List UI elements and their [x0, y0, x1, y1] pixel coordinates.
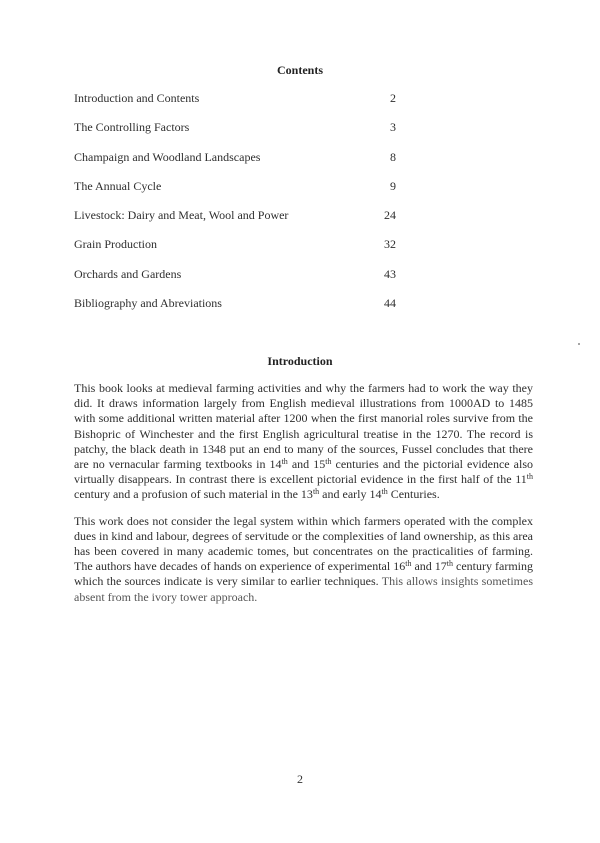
text-run: and 17: [411, 559, 447, 574]
toc-entry-title: The Annual Cycle: [74, 178, 162, 193]
toc-entry-page: 32: [384, 237, 396, 252]
toc-entry-title: Livestock: Dairy and Meat, Wool and Power: [74, 208, 289, 223]
text-run: century and a profusion of such material in the 13: [74, 487, 313, 502]
superscript: th: [381, 487, 388, 497]
toc-entry-page: 24: [384, 208, 396, 223]
toc-entry-title: Orchards and Gardens: [74, 266, 182, 281]
toc-entry-title: Champaign and Woodland Landscapes: [74, 149, 261, 164]
toc-entry: [74, 207, 404, 236]
contents-heading: Contents: [276, 63, 323, 77]
page-number: 2: [297, 772, 303, 786]
text-run: Centuries.: [387, 487, 440, 502]
toc-entry: [74, 119, 404, 148]
text-run: centuries and the pictorial evidence also virtually disappears. In contrast there is excellent pictorial evidence in the first half of the 11: [74, 457, 534, 487]
text-run: and early 14: [319, 487, 382, 502]
superscript: th: [325, 457, 332, 467]
toc-entry-page: 44: [384, 296, 396, 311]
toc-entry: [74, 236, 404, 265]
toc-entry: [74, 90, 404, 119]
toc-entry-title: Grain Production: [74, 237, 157, 252]
text-run: This book looks at medieval farming activities and why the farmers had to work the way they did. It draws information largely from English medieval illustrations from 1000AD to 1485 with some additional written material after 1200 when the first manorial roles survive from the Bishopric of Winchester and the first English agricultural treatise in the 1270. The record is patchy, the black death in 1348 put an end to many of the sources, Fussel concludes that there are no vernacular farming textbooks in 14: [74, 381, 533, 472]
text-run: This work does not consider the legal system within which farmers operated with the complex dues in kind and labour, degrees of servitude or the complexities of land ownership, as this area has been covered in many academic tomes, but concentrates on the practicalities of farming. The authors have decades of hands on experience of experimental 16: [74, 513, 533, 574]
text-run: This allows insights sometimes absent from the ivory tower approach.: [74, 574, 533, 604]
toc-entry-page: 9: [390, 178, 396, 193]
toc-entry-page: 3: [390, 120, 396, 135]
toc-entry-page: 2: [390, 91, 396, 105]
introduction-paragraph: [74, 514, 533, 605]
toc-entry: [74, 266, 404, 295]
toc-entry-title: The Controlling Factors: [74, 120, 190, 135]
superscript: th: [405, 559, 412, 569]
toc-entry: [74, 295, 404, 324]
toc-entry-title: Introduction and Contents: [74, 91, 200, 105]
superscript: th: [281, 457, 288, 467]
superscript: th: [526, 472, 533, 482]
toc-entry-page: 8: [390, 149, 396, 164]
toc-entry-title: Bibliography and Abreviations: [74, 296, 222, 311]
introduction-heading: Introduction: [267, 354, 333, 368]
introduction-body: [74, 381, 533, 616]
introduction-paragraph: [74, 381, 533, 503]
superscript: th: [312, 487, 320, 497]
toc-entry-page: 43: [384, 266, 396, 281]
toc-entry: [74, 178, 404, 207]
superscript: th: [446, 559, 454, 569]
text-run: century farming which the sources indicate is very similar to earlier techniques.: [74, 559, 534, 589]
table-of-contents: [74, 90, 404, 324]
toc-entry: [74, 149, 404, 178]
scan-speck: [578, 343, 580, 345]
text-run: and 15: [287, 457, 326, 472]
